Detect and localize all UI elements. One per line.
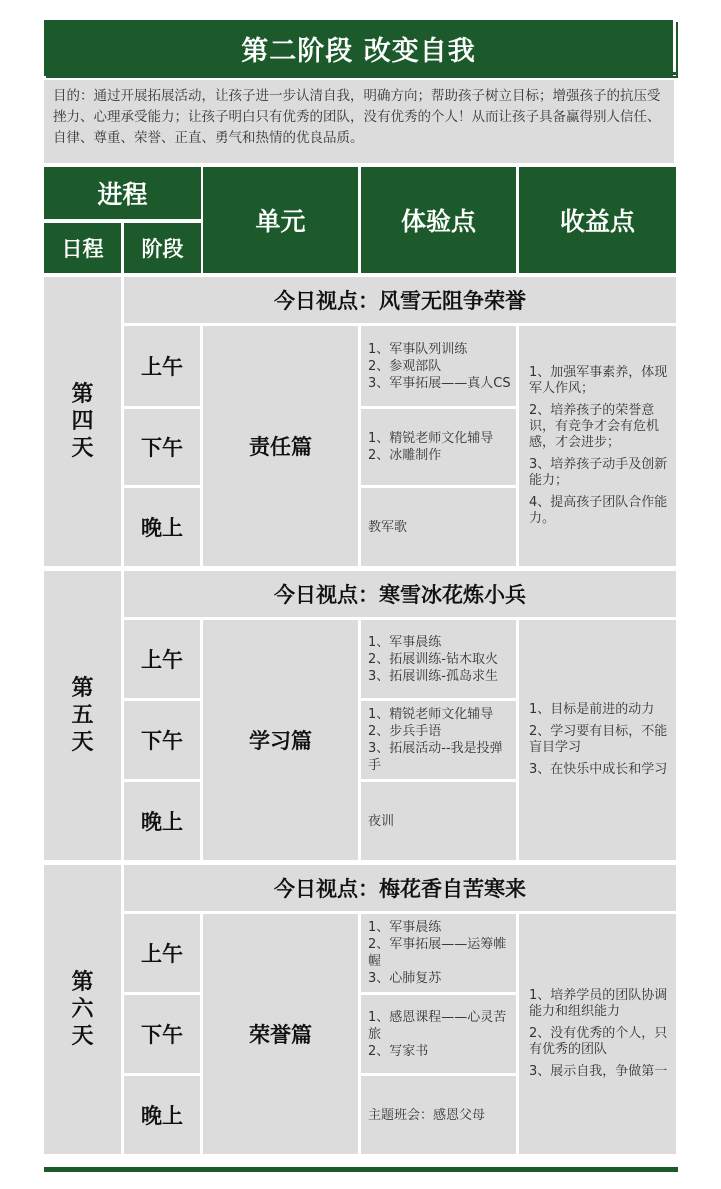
benefit-item: 1、目标是前进的动力 <box>529 702 655 717</box>
experience-item: 3、拓展训练-孤岛求生 <box>368 668 498 684</box>
day-4-viewpoint <box>124 277 676 323</box>
slot-label: 下午 <box>141 436 183 460</box>
unit-name: 荣誉篇 <box>249 1023 312 1047</box>
experience-item: 1、军事队列训练 <box>368 341 468 357</box>
benefit-item: 3、展示自我，争做第一 <box>529 1064 668 1079</box>
day-6-label <box>44 865 121 1154</box>
day-name: 第五天 <box>71 676 94 755</box>
header-schedule-label: 日程 <box>61 237 104 261</box>
day-5-slot-morning <box>124 620 200 698</box>
header-schedule <box>44 223 121 273</box>
day-4-benefits <box>519 326 676 566</box>
header-progress-label: 进程 <box>97 180 148 209</box>
day-6-slot-afternoon <box>124 995 200 1073</box>
day-5-viewpoint <box>124 571 676 617</box>
experience-item: 教军歌 <box>368 519 408 535</box>
title-underline <box>44 72 676 75</box>
viewpoint-text: 今日视点：梅花香自苦寒来 <box>274 877 526 901</box>
experience-item: 1、军事晨练 <box>368 920 442 935</box>
day-5-morning-experience <box>361 620 516 698</box>
benefit-item: 1、培养学员的团队协调能力和组织能力 <box>529 988 668 1019</box>
page-title <box>44 20 676 76</box>
benefit-item: 2、学习要有目标，不能盲目学习 <box>529 724 668 755</box>
experience-item: 主题班会：感恩父母 <box>368 1107 486 1123</box>
day-6-morning-experience <box>361 914 516 992</box>
slot-label: 上午 <box>141 355 183 379</box>
header-experience <box>361 167 516 273</box>
header-unit <box>203 167 358 273</box>
experience-item: 1、军事晨练 <box>368 634 442 650</box>
header-progress <box>44 167 201 219</box>
slot-label: 晚上 <box>141 516 183 540</box>
day-5-slot-evening <box>124 782 200 860</box>
viewpoint-text: 今日视点：风雪无阻争荣誉 <box>274 289 526 313</box>
benefit-item: 1、加强军事素养，体现军人作风； <box>529 365 668 396</box>
experience-item: 1、精锐老师文化辅导 <box>368 431 494 446</box>
experience-item: 1、精锐老师文化辅导 <box>368 707 494 722</box>
slot-label: 晚上 <box>141 1104 183 1128</box>
page-title-text: 第二阶段 改变自我 <box>241 35 476 67</box>
day-4-morning-experience <box>361 326 516 406</box>
day-5-afternoon-experience <box>361 701 516 779</box>
day-name: 第四天 <box>71 382 94 461</box>
benefit-item: 3、在快乐中成长和学习 <box>529 762 668 777</box>
slot-label: 下午 <box>141 729 183 753</box>
benefit-item: 2、培养孩子的荣誉意识，有竞争才会有危机感，才会进步； <box>529 403 660 450</box>
slot-label: 上午 <box>141 942 183 966</box>
experience-item: 2、写家书 <box>368 1043 429 1059</box>
day-5-unit <box>203 620 358 860</box>
slot-label: 上午 <box>141 648 183 672</box>
unit-name: 责任篇 <box>249 435 312 459</box>
day-5-slot-afternoon <box>124 701 200 779</box>
day-4-slot-evening <box>124 488 200 566</box>
day-6-unit <box>203 914 358 1154</box>
viewpoint-text: 今日视点：寒雪冰花炼小兵 <box>274 583 526 607</box>
experience-item: 1、感恩课程——心灵苦旅 <box>368 1009 507 1042</box>
day-4-afternoon-experience <box>361 409 516 485</box>
purpose-text: 目的：通过开展拓展活动，让孩子进一步认清自我，明确方向；帮助孩子树立目标；增强孩子的抗压受挫力、心理承受能力；让孩子明白只有优秀的团队，没有优秀的个人！从而让孩子具备赢得别人信任、自律、尊重、荣誉、正直、勇气和热情的优良品质。 <box>44 80 674 163</box>
experience-item: 夜训 <box>368 813 395 829</box>
day-4-label <box>44 277 121 566</box>
day-5-label <box>44 571 121 860</box>
day-4-evening-experience <box>361 488 516 566</box>
day-6-afternoon-experience <box>361 995 516 1073</box>
experience-item: 2、冰雕制作 <box>368 448 442 463</box>
day-4-slot-morning <box>124 326 200 406</box>
header-stage <box>124 223 201 273</box>
experience-item: 3、拓展活动--我是投弹手 <box>368 741 503 773</box>
bottom-divider <box>44 1167 678 1172</box>
benefit-item: 2、没有优秀的个人，只有优秀的团队 <box>529 1026 668 1057</box>
day-4-slot-afternoon <box>124 409 200 485</box>
day-4-unit <box>203 326 358 566</box>
experience-item: 2、步兵手语 <box>368 724 442 739</box>
slot-label: 下午 <box>141 1023 183 1047</box>
day-name: 第六天 <box>71 970 94 1049</box>
experience-item: 2、军事拓展——运筹帷幄 <box>368 937 507 969</box>
day-6-evening-experience <box>361 1076 516 1154</box>
experience-item: 3、军事拓展——真人CS <box>368 375 511 391</box>
header-benefit-label: 收益点 <box>559 207 635 236</box>
header-experience-label: 体验点 <box>400 207 476 236</box>
day-6-slot-morning <box>124 914 200 992</box>
day-6-viewpoint <box>124 865 676 911</box>
day-6-benefits <box>519 914 676 1154</box>
experience-item: 3、心肺复苏 <box>368 971 442 986</box>
slot-label: 晚上 <box>141 810 183 834</box>
benefit-item: 3、培养孩子动手及创新能力； <box>529 457 668 488</box>
header-stage-label: 阶段 <box>141 237 184 261</box>
experience-item: 2、参观部队 <box>368 358 442 374</box>
benefit-item: 4、提高孩子团队合作能力。 <box>529 495 668 526</box>
header-unit-label: 单元 <box>255 207 306 236</box>
experience-item: 2、拓展训练-钻木取火 <box>368 651 498 667</box>
day-5-benefits <box>519 620 676 860</box>
day-5-evening-experience <box>361 782 516 860</box>
day-6-slot-evening <box>124 1076 200 1154</box>
unit-name: 学习篇 <box>249 729 312 753</box>
header-benefit <box>519 167 676 273</box>
